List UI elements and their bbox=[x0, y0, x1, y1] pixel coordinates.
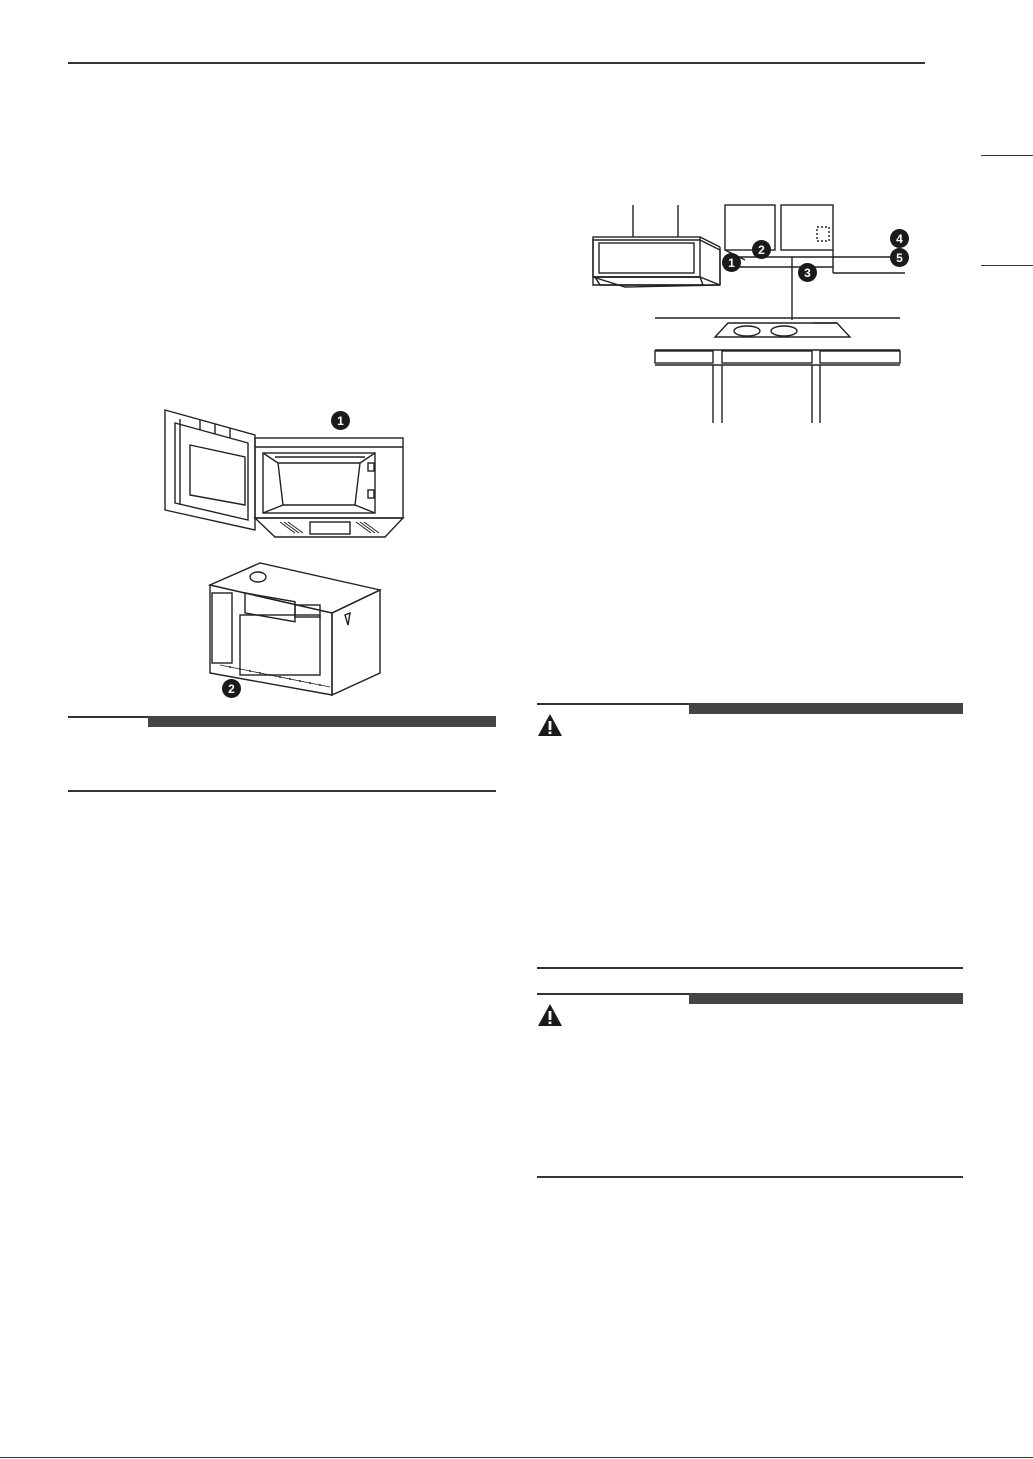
callout-1-install: 1 bbox=[722, 253, 741, 272]
callout-2-back: 2 bbox=[222, 679, 241, 698]
page-header-rule bbox=[68, 62, 925, 64]
warning1-banner-bar bbox=[689, 703, 963, 714]
microwave-open-drawing bbox=[160, 405, 410, 545]
side-tab-top-rule bbox=[981, 155, 1033, 156]
warning-triangle-icon bbox=[537, 713, 563, 737]
figure-microwave-open bbox=[160, 405, 410, 545]
figure-installation bbox=[585, 205, 905, 430]
callout-5-install: 5 bbox=[890, 248, 909, 267]
warning1-bottom-rule bbox=[537, 967, 963, 969]
callout-3-install: 3 bbox=[798, 263, 817, 282]
callout-1-open: 1 bbox=[331, 411, 350, 430]
warning2-banner-rule bbox=[537, 993, 689, 995]
warning-triangle-icon bbox=[537, 1003, 563, 1027]
page-footer-rule bbox=[0, 1457, 1033, 1458]
warning1-banner-rule bbox=[537, 703, 689, 705]
note-bottom-rule bbox=[68, 790, 496, 792]
note-banner-bar bbox=[148, 716, 496, 727]
installation-drawing bbox=[585, 205, 905, 430]
side-tab-bottom-rule bbox=[981, 265, 1033, 266]
callout-4-install: 4 bbox=[890, 229, 909, 248]
note-banner-rule bbox=[68, 716, 148, 718]
warning2-bottom-rule bbox=[537, 1176, 963, 1178]
warning2-banner-bar bbox=[689, 993, 963, 1004]
callout-2-install: 2 bbox=[752, 240, 771, 259]
